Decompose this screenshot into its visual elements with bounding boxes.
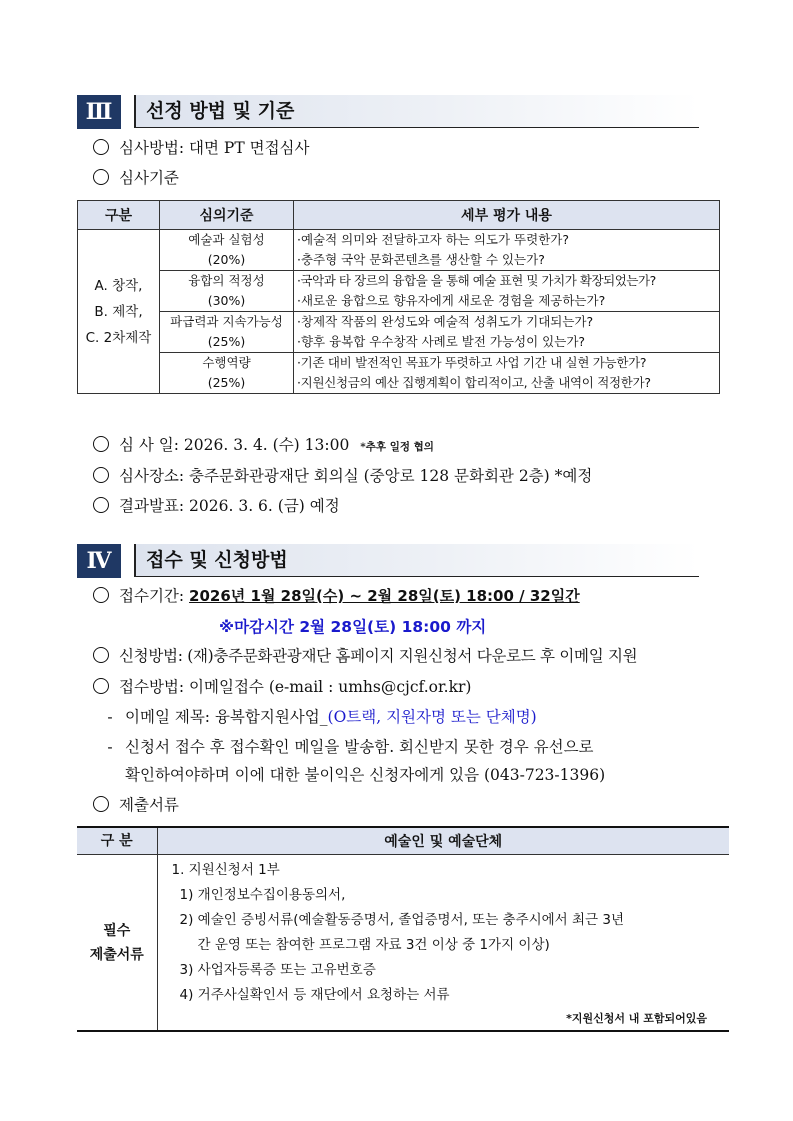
section-3-header <box>77 95 699 129</box>
section-number: Ⅲ <box>77 95 121 129</box>
email-subject: - 이메일 제목: 융복합지원사업_(O트랙, 지원자명 또는 단체명) <box>107 708 537 726</box>
section-4-header <box>77 544 699 578</box>
header-division: 구분 <box>78 201 160 230</box>
bullet-circle-icon <box>93 436 109 452</box>
period-value: 2026년 1월 28일(수) ~ 2월 28일(토) 18:00 / 32일간 <box>189 587 580 605</box>
detail-cell: ·예술적 의미와 전달하고자 하는 의도가 뚜렷한가? ·충주형 국악 문화콘텐츠를 생산할 수 있는가? <box>294 230 720 271</box>
detail-cell: ·국악과 타 장르의 융합을 을 통해 예술 표현 및 가치가 확장되었는가? ·새로운 융합으로 향유자에게 새로운 경험을 제공하는가? <box>294 271 720 312</box>
table-row <box>77 855 729 1032</box>
bullet-circle-icon <box>93 467 109 483</box>
list-item: 4) 거주사실확인서 등 재단에서 요청하는 서류 <box>179 987 450 1003</box>
bullet-circle-icon <box>93 796 109 812</box>
list-item: 1) 개인정보수집이용동의서, <box>179 887 346 903</box>
application-period: 접수기간: 2026년 1월 28일(수) ~ 2월 28일(토) 18:00 / 32일간 <box>93 585 580 607</box>
deadline-notice: ※마감시간 2월 28일(토) 18:00 까지 <box>219 618 487 636</box>
date-note: *추후 일정 협의 <box>360 441 434 453</box>
review-method: 심사방법: 대면 PT 면접심사 <box>93 137 310 159</box>
list-item: 1. 지원신청서 1부 <box>171 862 280 878</box>
required-docs-label: 필수 제출서류 <box>77 855 157 1032</box>
table-row <box>78 230 720 271</box>
bullet-circle-icon <box>93 647 109 663</box>
header-criteria: 심의기준 <box>160 201 294 230</box>
table-row <box>78 312 720 353</box>
header-details: 세부 평가 내용 <box>294 201 720 230</box>
section-title-bar <box>134 95 699 128</box>
notice-line-2: 확인하여야하며 이에 대한 불이익은 신청자에게 있음 (043-723-1396) <box>125 766 606 784</box>
list-item: 2) 예술인 증빙서류(예술활동증명서, 졸업증명서, 또는 충주시에서 최근 3년 <box>179 912 625 928</box>
section-number: Ⅳ <box>77 544 121 578</box>
receipt-method: 접수방법: 이메일접수 (e-mail : umhs@cjcf.or.kr) <box>93 676 471 698</box>
division-cell: A. 창작, B. 제작, C. 2차제작 <box>78 230 160 394</box>
criteria-cell: 융합의 적정성 (30%) <box>160 271 294 312</box>
documents-table <box>77 826 729 1032</box>
section-title-bar <box>134 544 699 577</box>
criteria-cell: 예술과 실험성 (20%) <box>160 230 294 271</box>
criteria-table <box>77 200 720 394</box>
bullet-circle-icon <box>93 139 109 155</box>
bullet-circle-icon <box>93 678 109 694</box>
list-item: 간 운영 또는 참여한 프로그램 자료 3건 이상 중 1가지 이상) <box>197 937 550 953</box>
notice-line-1: - 신청서 접수 후 접수확인 메일을 발송함. 회신받지 못한 경우 유선으로 <box>107 738 594 756</box>
required-docs-list <box>157 855 729 1032</box>
result-announcement: 결과발표: 2026. 3. 6. (금) 예정 <box>93 495 340 517</box>
section-title: 접수 및 신청방법 <box>146 549 288 571</box>
table-row <box>78 353 720 394</box>
table-header-row <box>77 827 729 855</box>
review-date: 심 사 일: 2026. 3. 4. (수) 13:00 *추후 일정 협의 <box>93 434 434 458</box>
header-division: 구 분 <box>77 827 157 855</box>
review-venue: 심사장소: 충주문화관광재단 회의실 (중앙로 128 문화회관 2층) *예정 <box>93 465 592 487</box>
header-target: 예술인 및 예술단체 <box>157 827 729 855</box>
bullet-circle-icon <box>93 587 109 603</box>
detail-cell: ·기존 대비 발전적인 목표가 뚜렷하고 사업 기간 내 실현 가능한가? ·지원신청금의 예산 집행계획이 합리적이고, 산출 내역이 적정한가? <box>294 353 720 394</box>
bullet-circle-icon <box>93 497 109 513</box>
list-item: 3) 사업자등록증 또는 고유번호증 <box>179 962 376 978</box>
criteria-cell: 수행역량 (25%) <box>160 353 294 394</box>
documents-label: 제출서류 <box>93 794 179 816</box>
table-header-row <box>78 201 720 230</box>
criteria-cell: 파급력과 지속가능성 (25%) <box>160 312 294 353</box>
review-criteria-label: 심사기준 <box>93 167 179 189</box>
detail-cell: ·창제작 작품의 완성도와 예술적 성취도가 기대되는가? ·향후 융복합 우수창작 사례로 발전 가능성이 있는가? <box>294 312 720 353</box>
docs-note: *지원신청서 내 포함되어있음 <box>566 1012 707 1025</box>
email-subject-highlight: (O트랙, 지원자명 또는 단체명) <box>327 708 537 726</box>
application-method: 신청방법: (재)충주문화관광재단 홈페이지 지원신청서 다운로드 후 이메일 지원 <box>93 645 637 667</box>
bullet-circle-icon <box>93 169 109 185</box>
table-row <box>78 271 720 312</box>
section-title: 선정 방법 및 기준 <box>146 100 295 122</box>
